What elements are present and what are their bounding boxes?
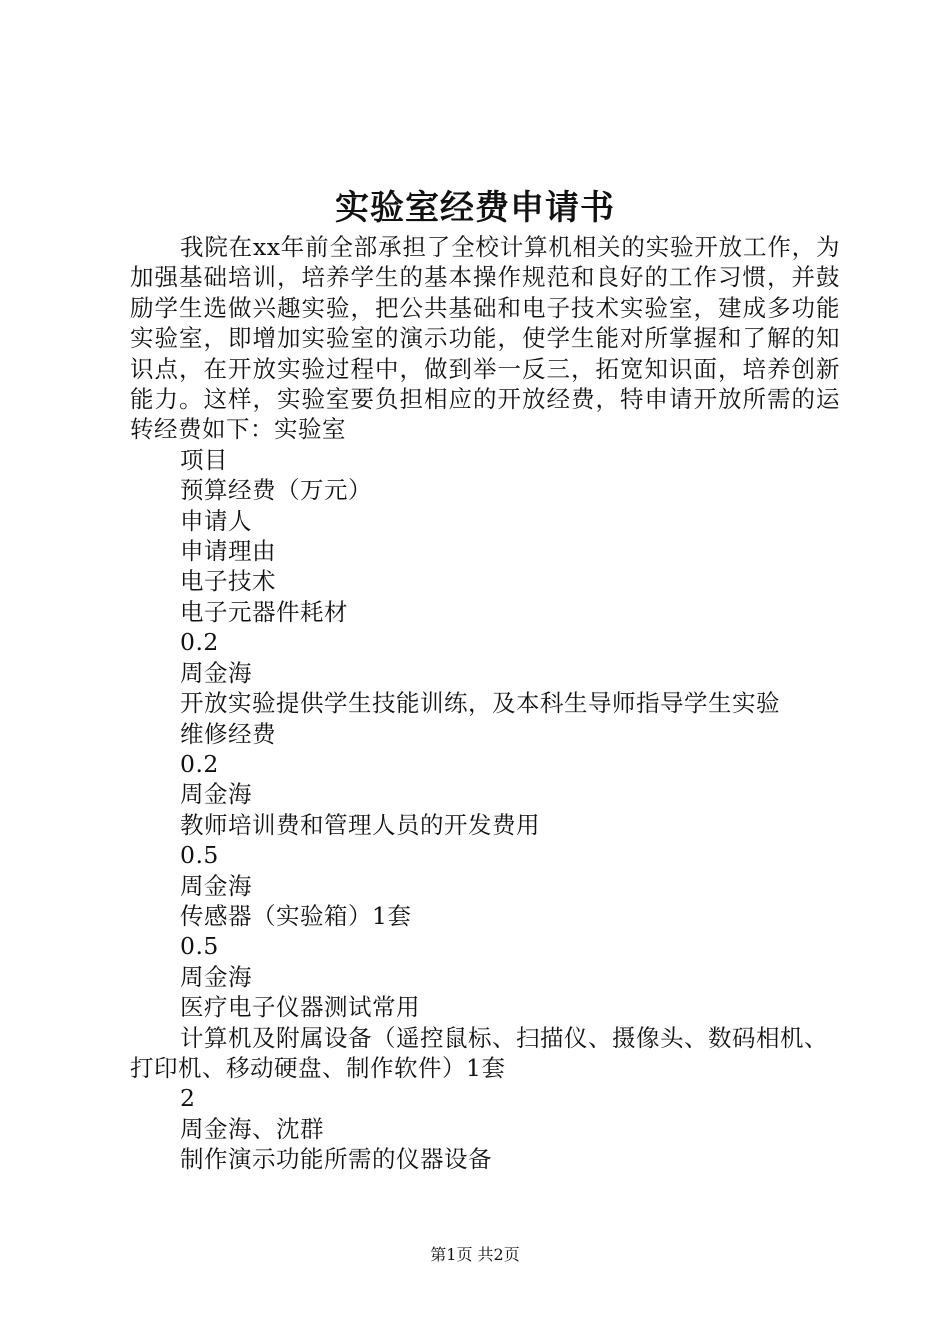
text-line: 0.5 (180, 841, 219, 870)
document-title: 实验室经费申请书 (335, 188, 615, 228)
text-line: 周金海、沈群 (180, 1114, 324, 1143)
text-line: 电子技术 (180, 567, 276, 596)
text-line: 预算经费（万元） (180, 476, 372, 505)
page-footer: 第1页 共2页 (430, 1245, 520, 1264)
text-line: 0.2 (180, 628, 219, 657)
long-text-line: 计算机及附属设备（遥控鼠标、扫描仪、摄像头、数码相机、打印机、移动硬盘、制作软件）1套 (130, 1023, 828, 1082)
intro-paragraph: 我院在xx年前全部承担了全校计算机相关的实验开放工作，为加强基础培训，培养学生的基本操作规范和良好的工作习惯，并鼓励学生选做兴趣实验，把公共基础和电子技术实验室，建成多功能实验室，即增加实验室的演示功能，使学生能对所掌握和了解的知识点，在开放实验过程中，做到举一反三，拓宽知识面，培养创新能力。这样，实验室要负担相应的开放经费，特申请开放所需的运转经费如下：实验室 (130, 233, 840, 444)
text-line: 医疗电子仪器测试常用 (180, 993, 420, 1022)
text-line: 制作演示功能所需的仪器设备 (180, 1145, 492, 1174)
text-line: 教师培训费和管理人员的开发费用 (180, 810, 540, 839)
text-line: 传感器（实验箱）1套 (180, 901, 412, 930)
text-line: 0.2 (180, 749, 219, 778)
text-line: 周金海 (180, 871, 252, 900)
text-line: 0.5 (180, 932, 219, 961)
text-line: 项目 (180, 445, 228, 474)
text-line: 周金海 (180, 658, 252, 687)
document-body (130, 232, 840, 1175)
text-line: 申请人 (180, 506, 252, 535)
text-line: 申请理由 (180, 537, 276, 566)
text-line: 电子元器件耗材 (180, 597, 348, 626)
text-line: 2 (180, 1084, 196, 1113)
text-line: 周金海 (180, 962, 252, 991)
text-line: 周金海 (180, 780, 252, 809)
text-line: 开放实验提供学生技能训练，及本科生导师指导学生实验 (180, 689, 780, 718)
text-line: 维修经费 (180, 719, 276, 748)
